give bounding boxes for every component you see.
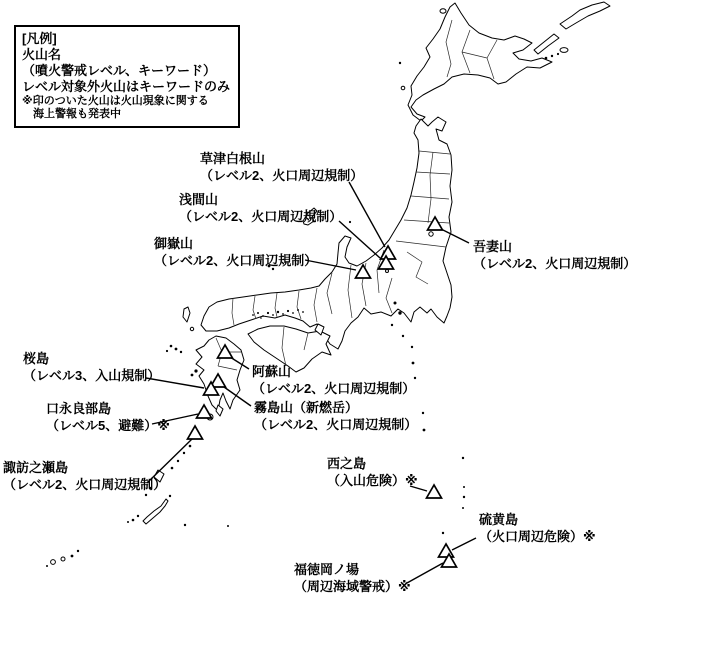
volcano-name: 口永良部島: [46, 401, 112, 416]
volcano-triangle-icon-ioto: [439, 544, 454, 557]
volcano-triangle-icon-nishinoshima: [427, 485, 442, 498]
volcano-name: 霧島山（新燃岳）: [254, 400, 359, 415]
volcano-label-kuchinoerabujima: [46, 400, 170, 434]
volcano-label-azuma: [473, 238, 636, 272]
legend-box: [14, 25, 240, 128]
city-circle: [429, 232, 433, 236]
volcano-label-asama: [179, 191, 342, 225]
volcano-name: 硫黄島: [479, 512, 519, 527]
volcano-name: 桜島: [23, 351, 50, 366]
legend-note-1: ※印のついた火山は火山現象に関する: [22, 95, 209, 107]
legend-line-alert-level: （噴火警戒レベル、キーワード）: [22, 63, 216, 78]
volcano-status: （レベル2、火口周辺規制）: [3, 477, 167, 492]
legend-title: [凡例]: [22, 31, 57, 46]
volcano-status: （レベル2、火口周辺規制）: [179, 209, 343, 224]
volcano-label-sakurajima: [23, 350, 160, 384]
volcano-name: 浅間山: [179, 192, 219, 207]
city-circle: [386, 270, 389, 273]
volcano-name: 諏訪之瀬島: [3, 460, 69, 475]
volcano-label-kusatsu-shirane: [200, 150, 363, 184]
volcano-triangle-icon-kuchinoerabujima: [197, 405, 212, 418]
volcano-status: （周辺海域警戒）※: [294, 579, 411, 594]
volcano-name: 西之島: [327, 456, 367, 471]
volcano-status: （レベル2、火口周辺規制）: [200, 168, 364, 183]
volcano-name: 草津白根山: [200, 151, 266, 166]
volcano-status: （レベル3、入山規制）: [23, 368, 161, 383]
leader-line-kusatsu-shirane: [349, 182, 385, 247]
legend-note-2: 海上警報も発表中: [22, 108, 121, 120]
leader-line-fukutoku-okanoba: [407, 563, 443, 583]
volcano-name: 阿蘇山: [252, 364, 292, 379]
volcano-label-aso: [252, 363, 415, 397]
volcano-status: （火口周辺危険）※: [479, 529, 596, 544]
volcano-status: （レベル2、火口周辺規制）: [252, 381, 416, 396]
legend-line-keyword-only: レベル対象外火山はキーワードのみ: [22, 79, 231, 94]
volcano-triangle-icon-suwanosejima: [188, 426, 203, 439]
volcano-name: 吾妻山: [473, 239, 513, 254]
volcano-status: （レベル2、火口周辺規制）: [473, 256, 637, 271]
volcano-name: 福徳岡ノ場: [294, 562, 360, 577]
volcano-status: （入山危険）※: [327, 473, 418, 488]
volcano-label-nishinoshima: [327, 455, 418, 489]
leader-line-ioto: [452, 538, 476, 550]
volcano-name: 御嶽山: [154, 236, 194, 251]
volcano-status: （レベル5、避難）※: [46, 418, 170, 433]
volcano-label-kirishima: [254, 399, 417, 433]
volcano-status: （レベル2、火口周辺規制）: [254, 417, 418, 432]
volcano-label-suwanosejima: [3, 459, 166, 493]
legend-line-volcano-name: 火山名: [22, 47, 62, 62]
volcano-label-fukutoku-okanoba: [294, 561, 411, 595]
volcano-label-ontake: [154, 235, 317, 269]
volcano-status: （レベル2、火口周辺規制）: [154, 253, 318, 268]
volcano-label-ioto: [479, 511, 596, 545]
